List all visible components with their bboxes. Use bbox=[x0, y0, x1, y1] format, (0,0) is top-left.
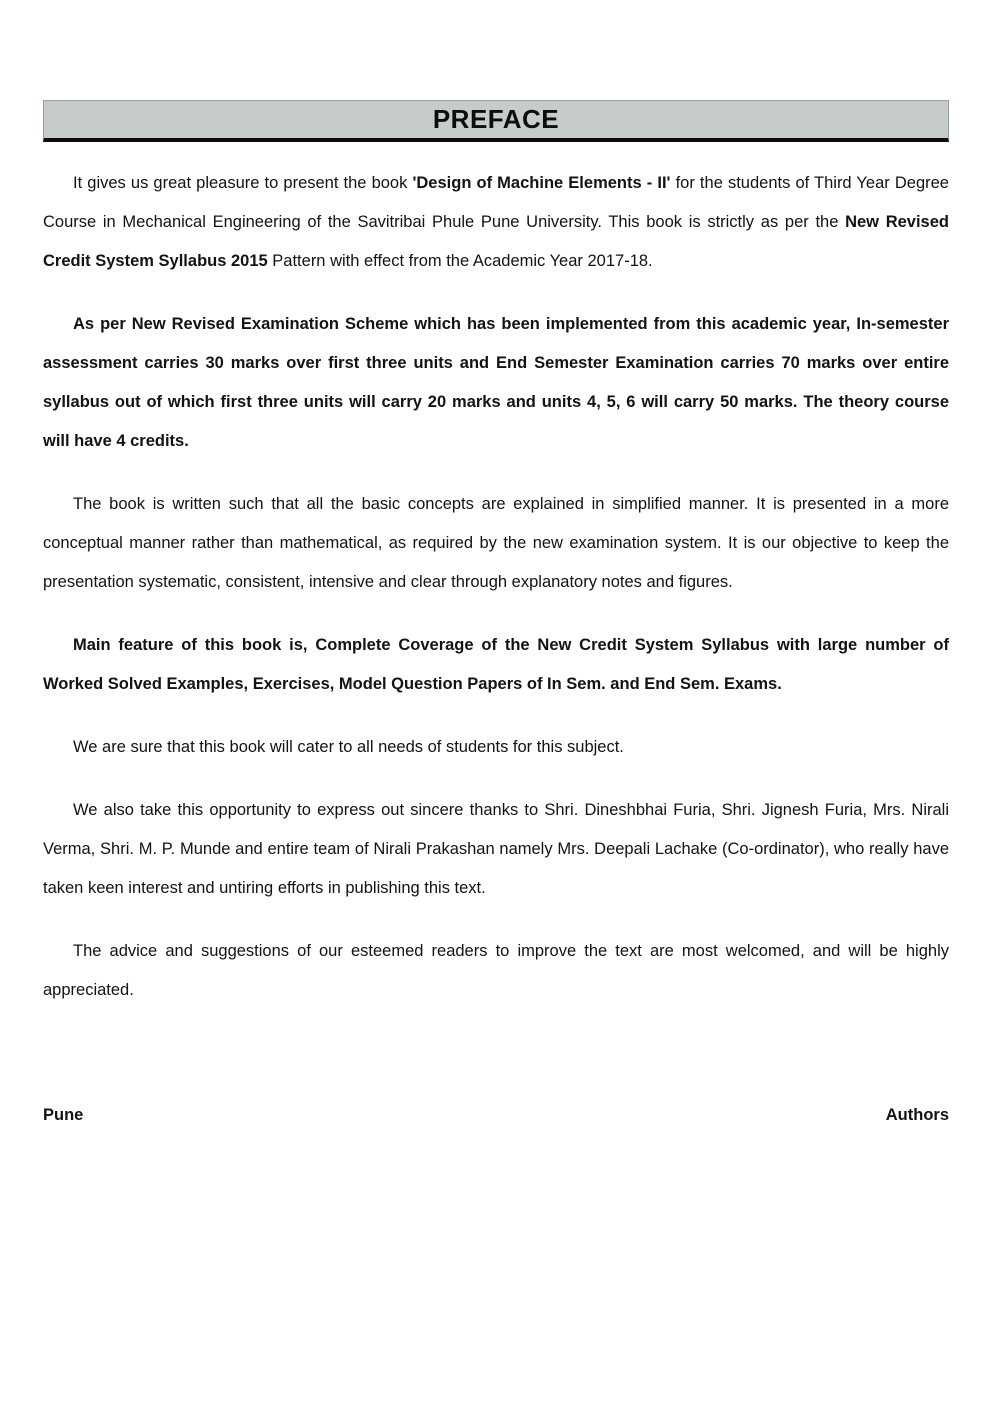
signature-row bbox=[43, 1106, 949, 1125]
text-run: for the students of Third Year Degree Course in Mechanical Engineering of the Savitribai Phule Pune University. This book is strictly as per the bbox=[43, 174, 949, 231]
authors-label: Authors bbox=[885, 1106, 949, 1124]
paragraph bbox=[43, 164, 949, 281]
paragraph bbox=[43, 932, 949, 1010]
text-run: The advice and suggestions of our esteemed readers to improve the text are most welcomed, and will be highly appreciated. bbox=[43, 942, 949, 999]
paragraph bbox=[43, 305, 949, 461]
text-run: We also take this opportunity to express out sincere thanks to Shri. Dineshbhai Furia, Shri. Jignesh Furia, Mrs. Nirali Verma, Shri. M. P. Munde and entire team of Nirali Prakashan namely Mrs. Deepali Lachake (Co-ordinator), who really have taken keen interest and untiring efforts in publishing this text. bbox=[43, 801, 949, 897]
page-title: PREFACE bbox=[432, 104, 560, 134]
text-run: The book is written such that all the basic concepts are explained in simplified manner. It is presented in a more conceptual manner rather than mathematical, as required by the new examination system. It is our objective to keep the presentation systematic, consistent, intensive and clear through explanatory notes and figures. bbox=[43, 495, 949, 591]
place-label: Pune bbox=[43, 1106, 84, 1124]
preface-title-bar bbox=[43, 100, 949, 142]
text-run: It gives us great pleasure to present the book bbox=[73, 174, 413, 192]
bold-text-run: New Revised Credit System Syllabus 2015 bbox=[43, 213, 949, 270]
paragraph bbox=[43, 485, 949, 602]
text-run: We are sure that this book will cater to all needs of students for this subject. bbox=[73, 738, 624, 756]
bold-text-run: As per New Revised Examination Scheme which has been implemented from this academic year, In-semester assessment carries 30 marks over first three units and End Semester Examination carries 70 marks over entire syllabus out of which first three units will carry 20 marks and units 4, 5, 6 will carry 50 marks. The theory course will have 4 credits. bbox=[43, 315, 949, 450]
paragraph bbox=[43, 728, 949, 767]
bold-text-run: Main feature of this book is, Complete Coverage of the New Credit System Syllabus with large number of Worked Solved Examples, Exercises, Model Question Papers of In Sem. and End Sem. Exams. bbox=[43, 636, 949, 693]
bold-text-run: 'Design of Machine Elements - II' bbox=[412, 174, 671, 192]
text-run: Pattern with effect from the Academic Year 2017-18. bbox=[267, 252, 653, 270]
paragraph bbox=[43, 626, 949, 704]
preface-body bbox=[43, 164, 949, 1010]
paragraph bbox=[43, 791, 949, 908]
